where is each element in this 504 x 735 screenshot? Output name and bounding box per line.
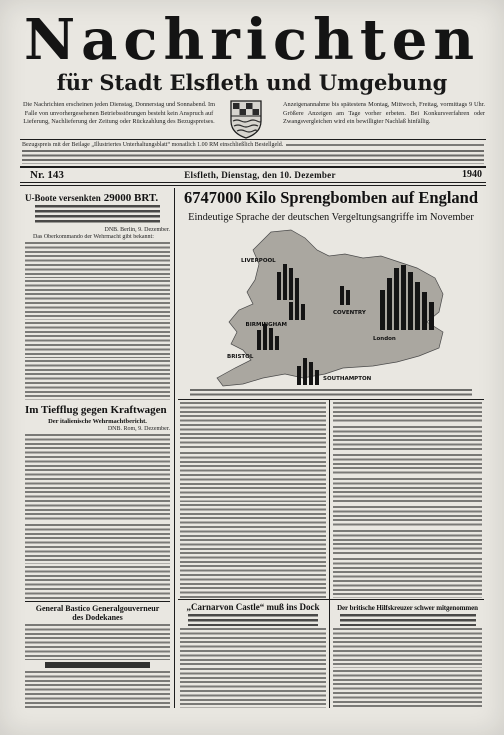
price-line-remainder <box>286 144 484 146</box>
uboot-body-lines <box>25 360 170 400</box>
tonnage-bar <box>289 268 293 300</box>
main-headline: 6747000 Kilo Sprengbomben auf England <box>183 188 479 207</box>
map-label-coventry: COVENTRY <box>333 310 366 316</box>
uboot-headline <box>25 189 170 204</box>
tiefflug-body-lines <box>25 434 170 476</box>
city-report-lines <box>333 478 482 504</box>
bottom-articles-divider <box>178 599 484 600</box>
uboot-body-lines <box>25 242 170 278</box>
carnarvon-body-lines <box>180 668 326 708</box>
issue-bar-bottom-rule-2 <box>20 185 486 186</box>
city-report-lines <box>333 506 482 528</box>
city-report-lines <box>333 558 482 598</box>
masthead-subtitle: für Stadt Elsfleth und Umgebung <box>56 70 448 95</box>
bombing-report-lines <box>180 504 326 550</box>
hilfskreuzer-headline: Der britische Hilfskreuzer schwer mitgenommen <box>337 604 478 612</box>
tonnage-bar <box>269 328 273 350</box>
tonnage-bar <box>303 358 307 385</box>
map-divider <box>178 399 484 400</box>
publisher-text-lines <box>22 150 484 164</box>
price-line-row <box>22 141 484 149</box>
article-body-lines <box>25 671 170 708</box>
tonnage-bar <box>380 290 385 330</box>
price-line: Bezugspreis mit der Beilage „Illustriertes Unterhaltungsblatt“ monatlich 1.00 RM einschließlich Bestellgeld. <box>22 142 284 148</box>
tiefflug-body-lines <box>25 524 170 564</box>
map-caption-lines <box>190 389 472 398</box>
uboot-headline-tonnage: 29000 BRT. <box>103 192 159 204</box>
uboot-dateline: DNB. Berlin, 9. Dezember. <box>104 227 170 233</box>
tiefflug-body-lines <box>25 566 170 599</box>
map-label-southampton: SOUTHAMPTON <box>323 376 372 382</box>
masthead-title: Nachrichten <box>23 8 481 72</box>
tiefflug-body-lines <box>25 478 170 522</box>
tonnage-bar <box>283 264 287 300</box>
dodekanes-headline-line-2: des Dodekanes <box>72 613 123 622</box>
tonnage-bar <box>275 336 279 350</box>
tonnage-bar <box>408 272 413 330</box>
hilfskreuzer-body-lines <box>333 670 482 708</box>
main-subheadline: Eindeutige Sprache der deutschen Vergeltungsangriffe im November <box>188 212 474 223</box>
issue-year: 1940 <box>462 169 482 180</box>
issue-bar-top-rule <box>20 166 486 168</box>
map-label-birmingham: BIRMINGHAM <box>245 322 287 328</box>
tonnage-bar <box>257 330 261 350</box>
column-separator-left <box>174 188 175 708</box>
tonnage-bar <box>422 292 427 330</box>
dodekanes-headline <box>25 604 170 622</box>
uboot-body-lines <box>25 280 170 320</box>
uboot-headline-text: U-Boote versenkten <box>25 193 101 203</box>
uboot-subhead-lines <box>35 205 160 225</box>
tiefflug-dateline: DNB. Rom, 9. Dezember. <box>107 426 170 432</box>
tiefflug-subhead: Der italienische Wehrmachtbericht. <box>48 418 147 425</box>
carnarvon-headline: „Carnarvon Castle“ muß ins Dock <box>186 602 320 612</box>
tonnage-bar <box>340 286 344 305</box>
map-label-liverpool: LIVERPOOL <box>241 258 276 264</box>
tonnage-bar <box>387 278 392 330</box>
publication-notice: Die Nachrichten erscheinen jeden Dienstag, Donnerstag und Sonnabend. Im Falle von unvorhergesehenen Betriebsstörungen besteht kein Anspruch auf Lieferung, Nachlieferung der Zeitung oder Rückzahlung des Bezugspreises. <box>23 101 215 125</box>
carnarvon-body-lines <box>180 628 326 666</box>
tonnage-bar <box>394 268 399 330</box>
tonnage-bar <box>429 302 434 330</box>
coat-of-arms-graphic <box>229 99 263 139</box>
issue-bar-bottom-rule-1 <box>20 182 486 183</box>
bombing-report-lines <box>180 402 326 450</box>
bomb-tonnage-map <box>213 228 445 388</box>
tonnage-bar <box>401 265 406 330</box>
dodekanes-body-lines <box>25 624 170 660</box>
dodekanes-divider <box>25 601 170 602</box>
carnarvon-subhead-lines <box>188 614 318 626</box>
tonnage-bar <box>295 294 299 320</box>
uboot-lead: Das Oberkommando der Wehrmacht gibt bekannt: <box>33 234 154 240</box>
tiefflug-headline: Im Tiefflug gegen Kraftwagen <box>25 404 167 416</box>
tonnage-bar <box>277 272 281 300</box>
tonnage-bar <box>346 290 350 305</box>
city-report-lines <box>333 454 482 476</box>
city-report-lines <box>333 530 482 556</box>
bombing-report-lines <box>180 452 326 502</box>
dodekanes-headline-line-1: General Bastico Generalgouverneur <box>35 604 160 613</box>
issue-number: Nr. 143 <box>30 169 64 181</box>
uboot-body-lines <box>25 322 170 358</box>
bombing-report-lines <box>180 552 326 598</box>
tonnage-bar <box>315 370 319 385</box>
city-report-lines <box>333 426 482 452</box>
column-separator-right <box>329 400 330 708</box>
map-label-london: London <box>373 336 396 342</box>
tonnage-bar <box>301 304 305 320</box>
advertising-notice: Anzeigenannahme bis spätestens Montag, Mittwoch, Freitag, vormittags 9 Uhr. Größere Anzeigen am Tage vorher erbeten. Bei Konkursverfahren oder Zwangsvergleichen wird ein bewilligter Nachlaß hinfällig. <box>283 101 485 125</box>
tonnage-bar <box>289 302 293 320</box>
tonnage-bar <box>309 362 313 385</box>
header-divider <box>20 139 486 140</box>
tonnage-bar <box>297 366 301 385</box>
map-label-bristol: BRISTOL <box>227 354 254 360</box>
tonnage-bar <box>415 282 420 330</box>
city-report-lines <box>333 402 482 424</box>
article-heading-illegible <box>45 662 150 668</box>
coat-of-arms-icon <box>229 99 263 139</box>
hilfskreuzer-body-lines <box>333 628 482 668</box>
issue-place-date: Elsfleth, Dienstag, den 10. Dezember <box>184 170 336 180</box>
hilfskreuzer-subhead-lines <box>340 614 476 626</box>
